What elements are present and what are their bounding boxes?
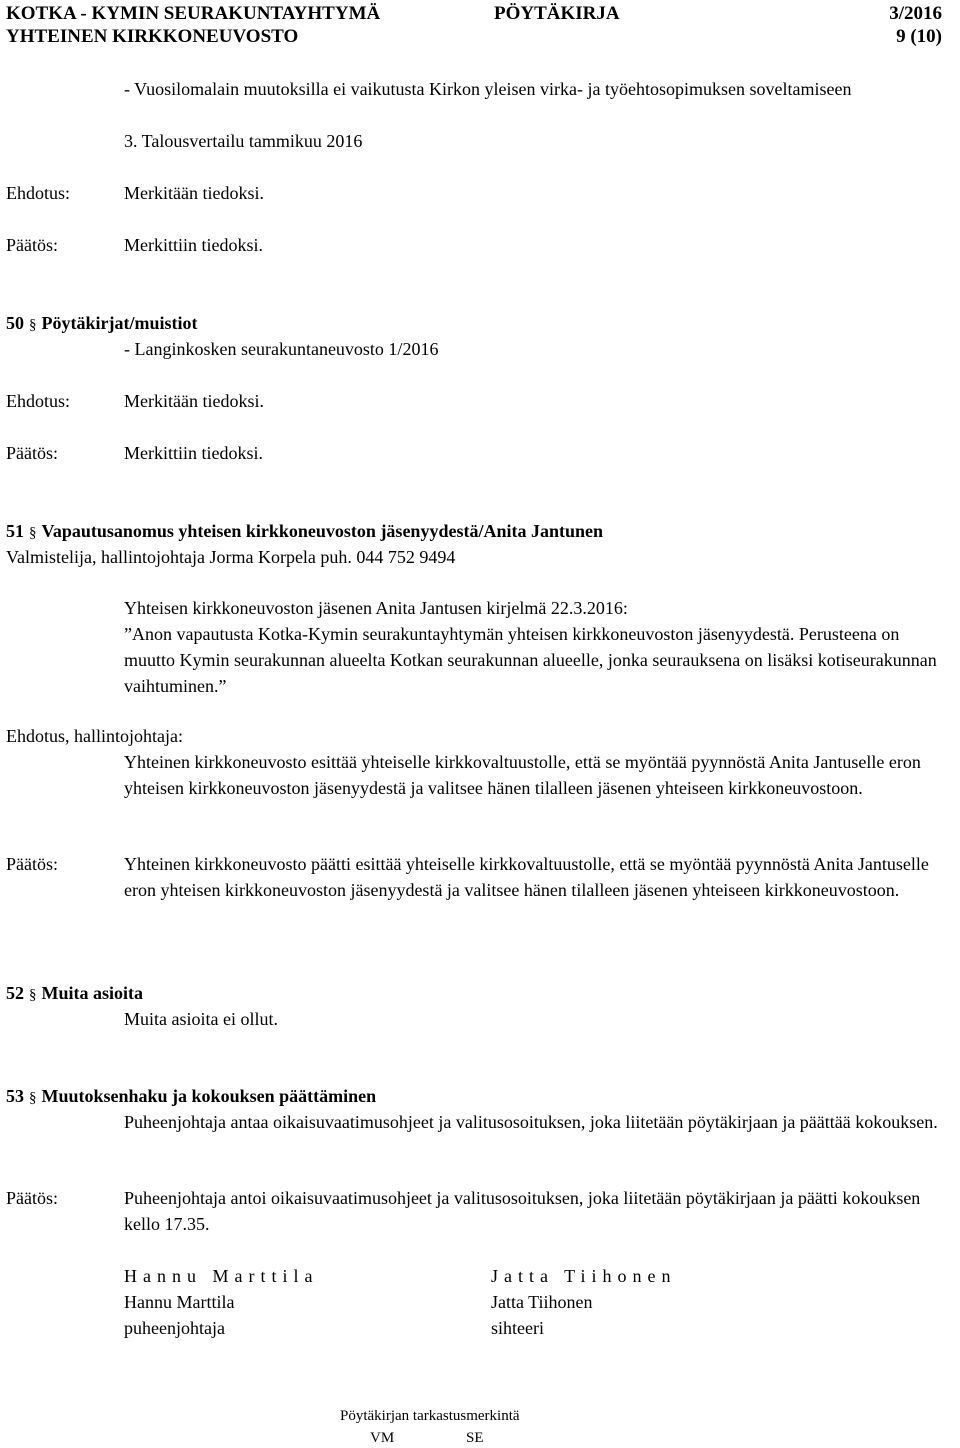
section-mark: § <box>29 525 37 541</box>
signature-spaced-name: Hannu Marttila <box>124 1266 319 1286</box>
label-ehdotus: Ehdotus: <box>6 391 71 411</box>
section-title: Pöytäkirjat/muistiot <box>41 313 198 333</box>
s50-ehdotus: Merkitään tiedoksi. <box>124 391 264 411</box>
s51-ehdotus: Yhteinen kirkkoneuvosto esittää yhteiselle kirkkovaltuustolle, että se myöntää pyynnöstä Anita Jantuselle eron yhteisen kirkkoneuvoston jäsenyydestä ja valitsee hänen tilalleen jäsenen yhteiseen kirkkoneuvostoon. <box>124 752 921 798</box>
signature-name: Jatta Tiihonen <box>491 1292 593 1312</box>
label-paatos: Päätös: <box>6 854 58 874</box>
header-body: YHTEINEN KIRKKONEUVOSTO <box>6 26 299 47</box>
section-mark: § <box>29 987 37 1003</box>
signature-name: Hannu Marttila <box>124 1292 235 1312</box>
s51-preparer: Valmistelija, hallintojohtaja Jorma Korpela puh. 044 752 9494 <box>6 547 456 567</box>
s53-paatos: Puheenjohtaja antoi oikaisuvaatimusohjeet ja valitusosoituksen, joka liitetään pöytäkirjaan ja päätti kokouksen kello 17.35. <box>124 1188 921 1234</box>
intro-item-3: 3. Talousvertailu tammikuu 2016 <box>124 131 363 151</box>
header-page: 9 (10) <box>896 26 942 47</box>
s53-text: Puheenjohtaja antaa oikaisuvaatimusohjeet ja valitusosoituksen, joka liitetään pöytäkirjaan ja päättää kokouksen. <box>124 1112 938 1132</box>
section-mark: § <box>29 317 37 333</box>
label-paatos: Päätös: <box>6 1188 58 1208</box>
intro-paatos: Merkittiin tiedoksi. <box>124 235 263 255</box>
s52-text: Muita asioita ei ollut. <box>124 1009 278 1029</box>
header-org: KOTKA - KYMIN SEURAKUNTAYHTYMÄ <box>6 3 381 24</box>
section-50-heading <box>6 310 197 338</box>
s51-letter-text: ”Anon vapautusta Kotka-Kymin seurakuntayhtymän yhteisen kirkkoneuvoston jäsenyydestä. Perusteena on muutto Kymin seurakunnan alueelta Kotkan seurakunnan alueelle, jonka seurauksena on lisäksi kotiseurakunnan vaihtuminen.” <box>124 624 937 696</box>
s50-paatos: Merkittiin tiedoksi. <box>124 443 263 463</box>
s50-dash-item: - Langinkosken seurakuntaneuvosto 1/2016 <box>124 339 439 359</box>
section-number: 50 <box>6 313 24 333</box>
section-53-heading <box>6 1083 376 1111</box>
s51-paatos: Yhteinen kirkkoneuvosto päätti esittää yhteiselle kirkkovaltuustolle, että se myöntää pyynnöstä Anita Jantuselle eron yhteisen kirkkoneuvoston jäsenyydestä ja valitsee hänen tilalleen jäsenen yhteiseen kirkkoneuvostoon. <box>124 854 929 900</box>
section-51-heading <box>6 518 603 546</box>
section-52-heading <box>6 980 143 1008</box>
label-ehdotus-hallintojohtaja: Ehdotus, hallintojohtaja: <box>6 726 183 746</box>
section-title: Vapautusanomus yhteisen kirkkoneuvoston jäsenyydestä/Anita Jantunen <box>41 521 603 541</box>
signature-role: puheenjohtaja <box>124 1318 225 1338</box>
header-doc-type: PÖYTÄKIRJA <box>494 3 620 24</box>
section-title: Muita asioita <box>41 983 143 1003</box>
label-paatos: Päätös: <box>6 443 58 463</box>
header-number: 3/2016 <box>889 3 942 24</box>
label-paatos: Päätös: <box>6 235 58 255</box>
section-title: Muutoksenhaku ja kokouksen päättäminen <box>41 1086 377 1106</box>
signature-role: sihteeri <box>491 1318 544 1338</box>
s51-letter-intro: Yhteisen kirkkoneuvoston jäsenen Anita Jantusen kirjelmä 22.3.2016: <box>124 598 628 618</box>
footer-initials-vm: VM <box>370 1430 395 1446</box>
label-ehdotus: Ehdotus: <box>6 183 71 203</box>
signature-spaced-name: Jatta Tiihonen <box>491 1266 677 1286</box>
section-mark: § <box>29 1090 37 1106</box>
footer-initials-se: SE <box>466 1430 484 1446</box>
footer-label: Pöytäkirjan tarkastusmerkintä <box>340 1408 520 1424</box>
section-number: 52 <box>6 983 24 1003</box>
intro-dash-item: - Vuosilomalain muutoksilla ei vaikutusta Kirkon yleisen virka- ja työehtosopimuksen soveltamiseen <box>124 79 852 99</box>
section-number: 51 <box>6 521 24 541</box>
section-number: 53 <box>6 1086 24 1106</box>
intro-ehdotus: Merkitään tiedoksi. <box>124 183 264 203</box>
